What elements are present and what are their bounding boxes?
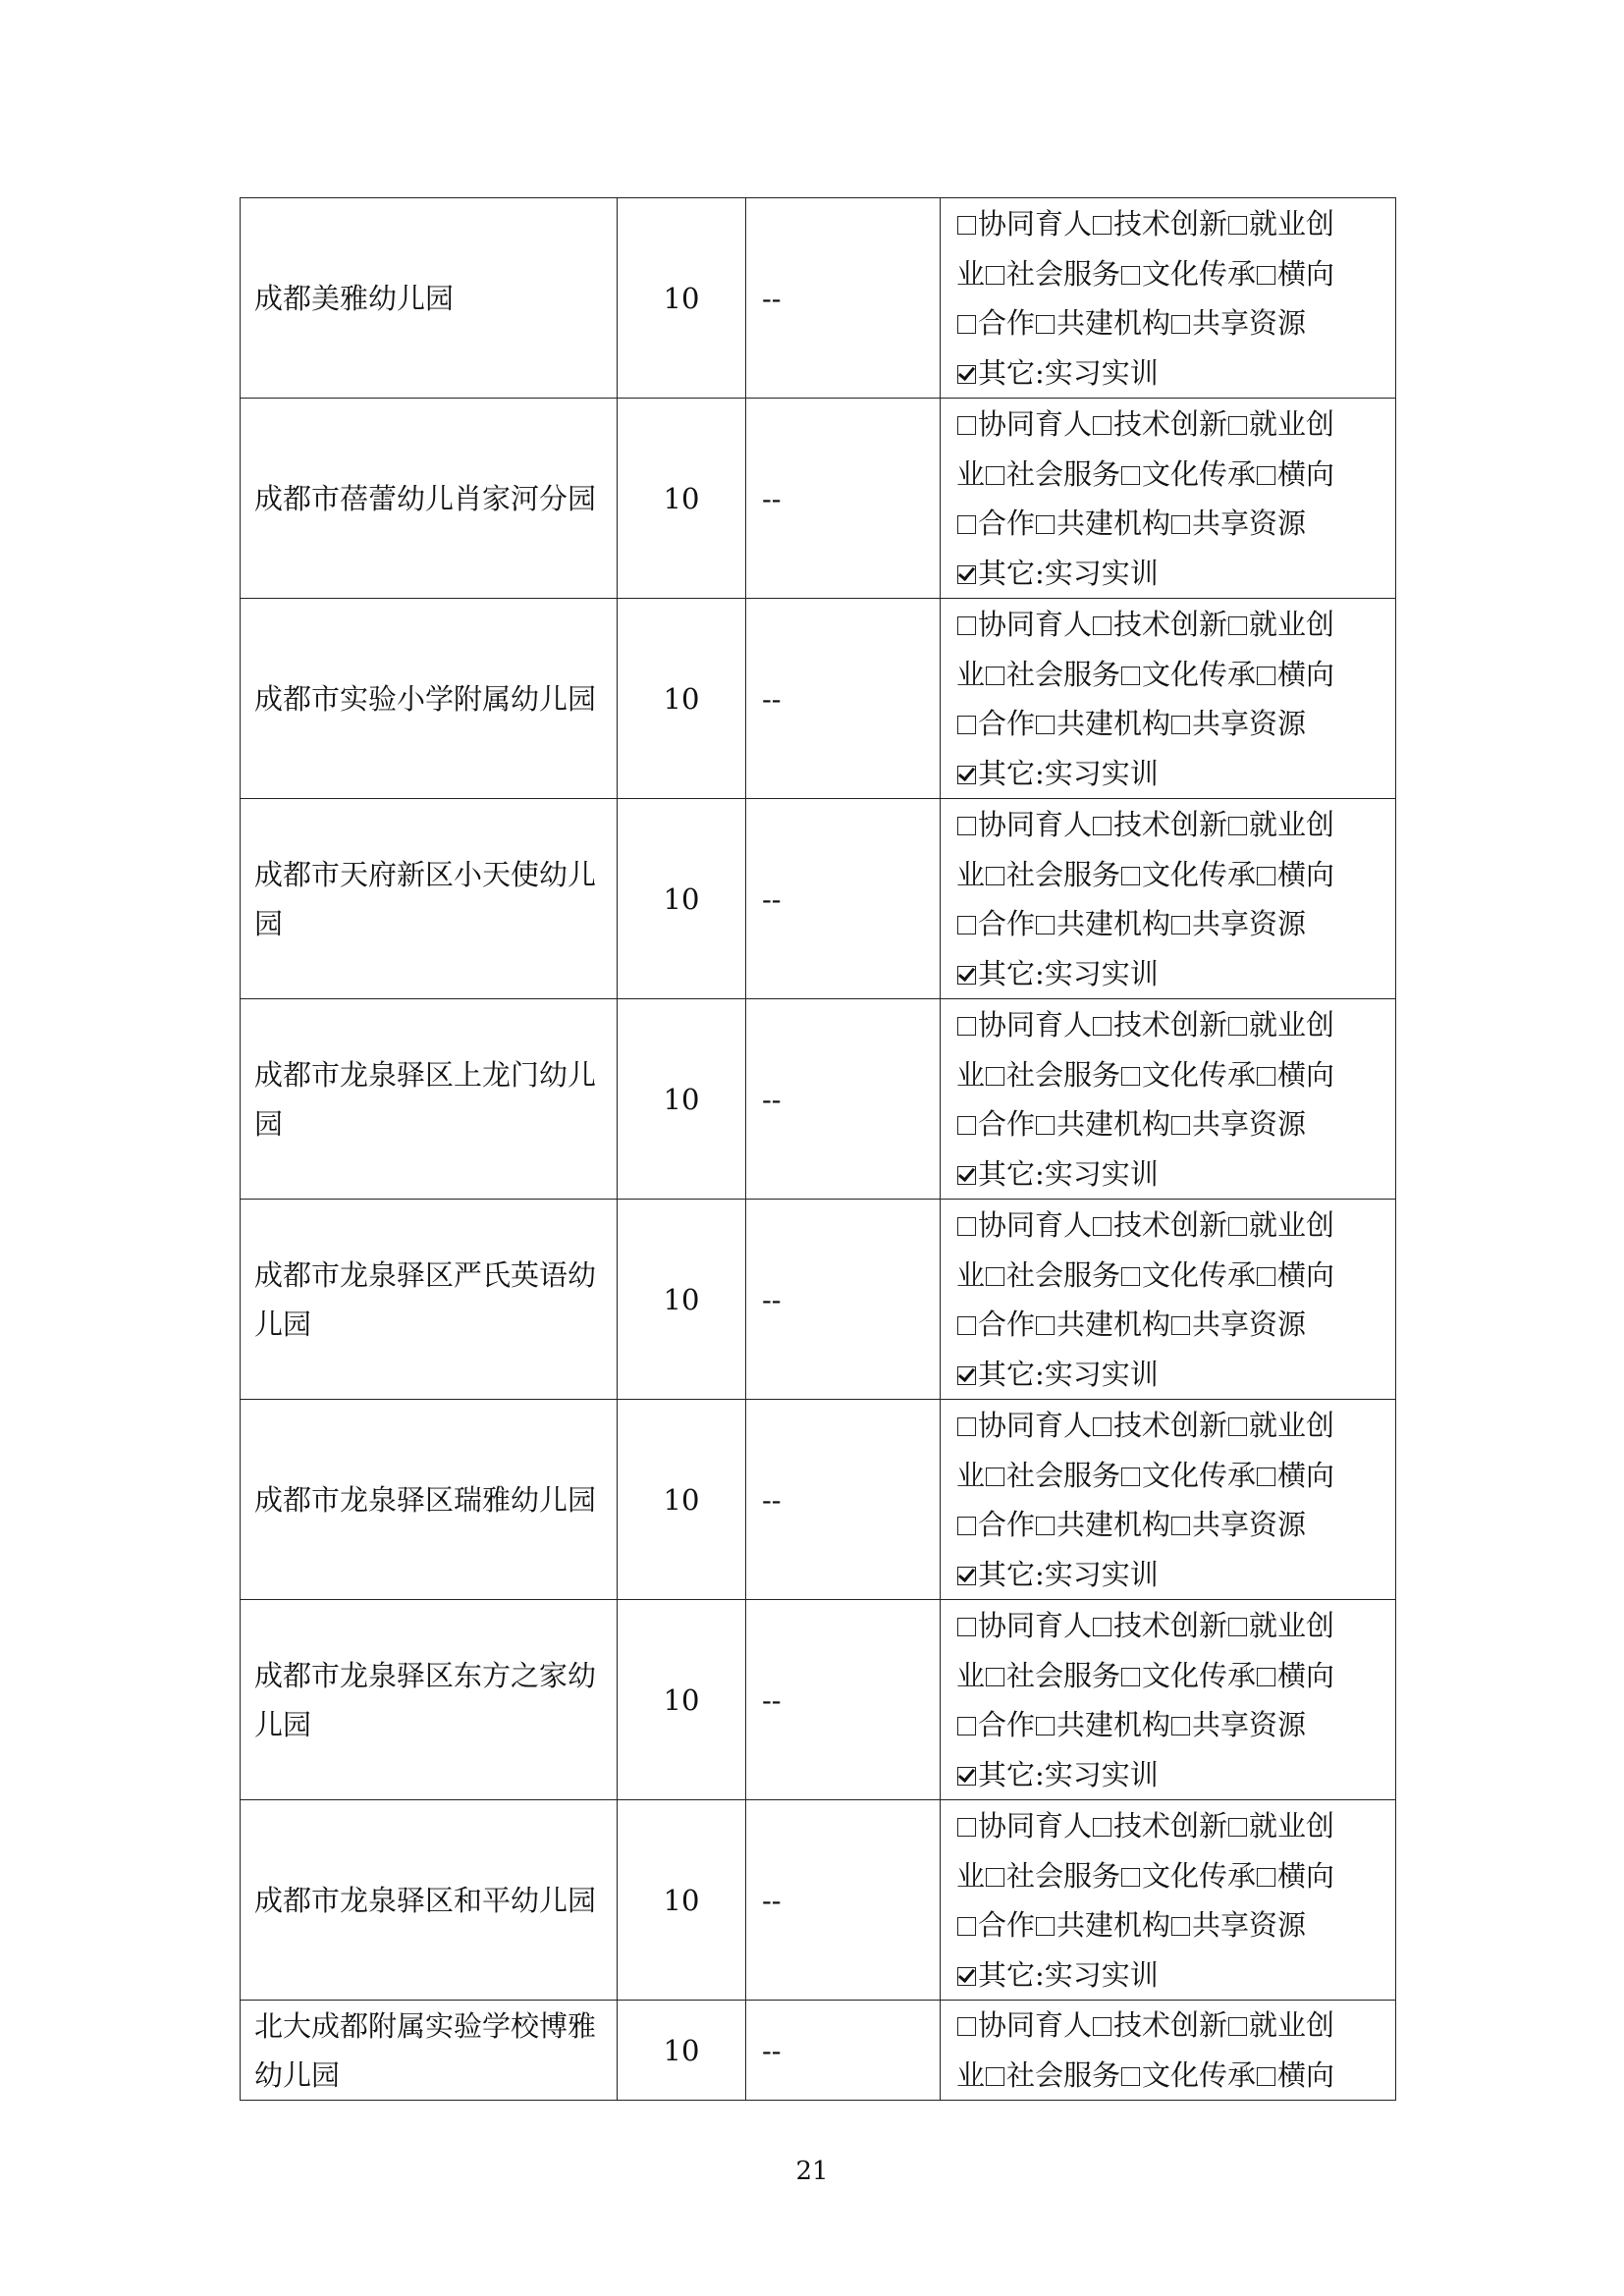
checkbox-empty-icon xyxy=(986,1067,1004,1086)
category-option-label: 就业创 xyxy=(1249,608,1335,641)
category-line xyxy=(956,1251,1385,1301)
category-option-label: 共享资源 xyxy=(1192,306,1307,340)
category-option-label: 就业创 xyxy=(1249,2008,1335,2042)
checkbox-empty-icon xyxy=(1036,916,1055,934)
checkbox-checked-icon xyxy=(957,1967,976,1986)
student-count: 10 xyxy=(618,799,746,999)
checkbox-empty-icon xyxy=(1093,1217,1111,1236)
category-line xyxy=(956,549,1385,599)
checkbox-empty-icon xyxy=(1257,1267,1275,1286)
category-option-label: 协同育人 xyxy=(978,407,1093,441)
checkbox-empty-icon xyxy=(986,1468,1004,1486)
category-option-label: 社会服务 xyxy=(1006,456,1121,491)
checkbox-empty-icon xyxy=(957,216,976,235)
category-line xyxy=(956,850,1385,900)
category-option-label: 共建机构 xyxy=(1056,507,1171,540)
student-count: 10 xyxy=(618,599,746,799)
category-line xyxy=(956,199,1385,249)
category-line xyxy=(956,499,1385,549)
checkbox-empty-icon xyxy=(1093,416,1111,435)
category-option-label: 社会服务 xyxy=(1006,2057,1121,2092)
category-line xyxy=(956,1099,1385,1149)
category-option-label: 合作 xyxy=(978,907,1036,940)
checkbox-empty-icon xyxy=(1093,817,1111,835)
checkbox-empty-icon xyxy=(986,667,1004,685)
category-option-label: 业 xyxy=(956,1257,986,1292)
checkbox-empty-icon xyxy=(957,515,976,534)
category-option-label: 文化传承 xyxy=(1142,1257,1257,1292)
category-option-label: 技术创新 xyxy=(1113,1008,1228,1041)
table-row xyxy=(241,599,1396,799)
checkbox-empty-icon xyxy=(957,817,976,835)
checkbox-empty-icon xyxy=(1171,515,1190,534)
checkbox-empty-icon xyxy=(1228,216,1247,235)
checkbox-empty-icon xyxy=(1171,1917,1190,1936)
checkbox-empty-icon xyxy=(1036,1116,1055,1135)
checkbox-empty-icon xyxy=(1228,1017,1247,1036)
category-line xyxy=(956,1350,1385,1400)
institution-name: 成都美雅幼儿园 xyxy=(241,198,618,399)
checkbox-empty-icon xyxy=(986,1668,1004,1686)
category-option-label: 合作 xyxy=(978,1107,1036,1141)
checkbox-checked-icon xyxy=(957,1567,976,1585)
category-line xyxy=(956,1149,1385,1200)
category-option-label: 就业创 xyxy=(1249,1409,1335,1442)
cooperation-table xyxy=(240,197,1396,2101)
category-line xyxy=(956,699,1385,749)
checkbox-empty-icon xyxy=(957,1618,976,1636)
checkbox-empty-icon xyxy=(1171,1316,1190,1335)
category-line xyxy=(956,450,1385,500)
table-row xyxy=(241,2001,1396,2101)
category-option-label: 业 xyxy=(956,456,986,491)
checkbox-empty-icon xyxy=(957,1717,976,1735)
student-count: 10 xyxy=(618,1400,746,1600)
checkbox-empty-icon xyxy=(1171,1517,1190,1535)
checkbox-empty-icon xyxy=(1036,716,1055,734)
category-line xyxy=(956,400,1385,450)
category-option-label: 社会服务 xyxy=(1006,857,1121,891)
category-line xyxy=(956,1500,1385,1550)
category-line xyxy=(956,1050,1385,1100)
category-option-label: 共享资源 xyxy=(1192,707,1307,740)
category-option-label: 共享资源 xyxy=(1192,1308,1307,1341)
category-option-label: 技术创新 xyxy=(1113,1809,1228,1842)
student-count: 10 xyxy=(618,2001,746,2101)
other-option-label: 其它:实习实训 xyxy=(978,1156,1159,1191)
table-row xyxy=(241,1800,1396,2001)
category-option-label: 文化传承 xyxy=(1142,1658,1257,1692)
category-line xyxy=(956,1950,1385,2001)
checkbox-empty-icon xyxy=(1171,716,1190,734)
category-option-label: 横向 xyxy=(1277,857,1335,891)
other-option-label: 其它:实习实训 xyxy=(978,1557,1159,1591)
category-option-label: 横向 xyxy=(1277,256,1335,291)
category-line xyxy=(956,1401,1385,1451)
category-option-label: 横向 xyxy=(1277,657,1335,691)
category-option-label: 合作 xyxy=(978,1708,1036,1741)
category-line xyxy=(956,2001,1385,2051)
student-count: 10 xyxy=(618,399,746,599)
table-row xyxy=(241,198,1396,399)
category-line xyxy=(956,749,1385,799)
table-row xyxy=(241,399,1396,599)
category-option-label: 横向 xyxy=(1277,1057,1335,1092)
category-line xyxy=(956,1900,1385,1950)
category-option-label: 业 xyxy=(956,857,986,891)
category-option-label: 合作 xyxy=(978,1508,1036,1541)
category-option-label: 文化传承 xyxy=(1142,2057,1257,2092)
checkbox-empty-icon xyxy=(986,266,1004,285)
category-option-label: 业 xyxy=(956,1057,986,1092)
category-line xyxy=(956,249,1385,299)
checkbox-empty-icon xyxy=(1036,1316,1055,1335)
checkbox-empty-icon xyxy=(1228,817,1247,835)
category-option-label: 横向 xyxy=(1277,456,1335,491)
other-option-label: 其它:实习实训 xyxy=(978,1957,1159,1992)
category-option-label: 文化传承 xyxy=(1142,657,1257,691)
checkbox-empty-icon xyxy=(957,1316,976,1335)
table-row xyxy=(241,1400,1396,1600)
checkbox-empty-icon xyxy=(1257,1868,1275,1887)
category-line xyxy=(956,2051,1385,2101)
category-option-label: 就业创 xyxy=(1249,1609,1335,1642)
category-option-label: 文化传承 xyxy=(1142,1057,1257,1092)
checkbox-empty-icon xyxy=(957,916,976,934)
cooperation-categories xyxy=(941,198,1396,399)
category-line xyxy=(956,1550,1385,1600)
category-option-label: 共享资源 xyxy=(1192,1908,1307,1942)
checkbox-empty-icon xyxy=(1093,2017,1111,2036)
checkbox-empty-icon xyxy=(1228,1217,1247,1236)
checkbox-empty-icon xyxy=(957,1917,976,1936)
page-number: 21 xyxy=(795,2157,829,2186)
category-option-label: 技术创新 xyxy=(1113,2008,1228,2042)
checkbox-empty-icon xyxy=(1257,667,1275,685)
checkbox-empty-icon xyxy=(986,867,1004,885)
category-option-label: 社会服务 xyxy=(1006,256,1121,291)
student-count: 10 xyxy=(618,1800,746,2001)
category-option-label: 业 xyxy=(956,1458,986,1492)
checkbox-empty-icon xyxy=(1121,1668,1140,1686)
checkbox-empty-icon xyxy=(957,1517,976,1535)
checkbox-empty-icon xyxy=(1121,1468,1140,1486)
category-option-label: 合作 xyxy=(978,507,1036,540)
category-option-label: 文化传承 xyxy=(1142,1458,1257,1492)
student-count: 10 xyxy=(618,1600,746,1800)
checkbox-empty-icon xyxy=(986,466,1004,485)
other-option-label: 其它:实习实训 xyxy=(978,1757,1159,1791)
category-option-label: 技术创新 xyxy=(1113,407,1228,441)
institution-name: 成都市龙泉驿区严氏英语幼儿园 xyxy=(241,1200,618,1400)
category-option-label: 协同育人 xyxy=(978,1208,1093,1242)
category-option-label: 合作 xyxy=(978,1908,1036,1942)
other-option-label: 其它:实习实训 xyxy=(978,1357,1159,1391)
checkbox-empty-icon xyxy=(986,2067,1004,2086)
checkbox-empty-icon xyxy=(1036,1517,1055,1535)
category-option-label: 就业创 xyxy=(1249,1809,1335,1842)
category-option-label: 社会服务 xyxy=(1006,1658,1121,1692)
empty-value: -- xyxy=(746,1600,941,1800)
category-line xyxy=(956,800,1385,850)
category-option-label: 横向 xyxy=(1277,2057,1335,2092)
checkbox-empty-icon xyxy=(1121,2067,1140,2086)
category-option-label: 就业创 xyxy=(1249,407,1335,441)
cooperation-categories xyxy=(941,1200,1396,1400)
category-option-label: 社会服务 xyxy=(1006,1057,1121,1092)
checkbox-empty-icon xyxy=(1093,616,1111,635)
checkbox-empty-icon xyxy=(1093,1618,1111,1636)
category-line xyxy=(956,1750,1385,1800)
empty-value: -- xyxy=(746,799,941,999)
category-option-label: 就业创 xyxy=(1249,808,1335,841)
checkbox-checked-icon xyxy=(957,1366,976,1385)
other-option-label: 其它:实习实训 xyxy=(978,355,1159,390)
category-line xyxy=(956,1451,1385,1501)
checkbox-empty-icon xyxy=(957,716,976,734)
checkbox-empty-icon xyxy=(1036,1717,1055,1735)
empty-value: -- xyxy=(746,1400,941,1600)
cooperation-categories xyxy=(941,1600,1396,1800)
category-option-label: 共建机构 xyxy=(1056,1708,1171,1741)
checkbox-empty-icon xyxy=(1121,867,1140,885)
category-option-label: 协同育人 xyxy=(978,808,1093,841)
checkbox-empty-icon xyxy=(1036,515,1055,534)
cooperation-categories xyxy=(941,799,1396,999)
checkbox-empty-icon xyxy=(957,1217,976,1236)
category-line xyxy=(956,1300,1385,1350)
cooperation-categories xyxy=(941,399,1396,599)
checkbox-empty-icon xyxy=(1171,1116,1190,1135)
checkbox-checked-icon xyxy=(957,365,976,384)
checkbox-empty-icon xyxy=(1228,1818,1247,1837)
checkbox-empty-icon xyxy=(1121,466,1140,485)
category-option-label: 就业创 xyxy=(1249,1008,1335,1041)
category-option-label: 横向 xyxy=(1277,1858,1335,1893)
institution-name: 成都市龙泉驿区瑞雅幼儿园 xyxy=(241,1400,618,1600)
checkbox-empty-icon xyxy=(1171,1717,1190,1735)
checkbox-empty-icon xyxy=(1121,266,1140,285)
institution-name: 北大成都附属实验学校博雅幼儿园 xyxy=(241,2001,618,2101)
empty-value: -- xyxy=(746,198,941,399)
category-option-label: 技术创新 xyxy=(1113,808,1228,841)
checkbox-empty-icon xyxy=(1257,266,1275,285)
category-option-label: 文化传承 xyxy=(1142,857,1257,891)
category-option-label: 协同育人 xyxy=(978,1609,1093,1642)
checkbox-empty-icon xyxy=(1036,1917,1055,1936)
category-option-label: 横向 xyxy=(1277,1658,1335,1692)
category-option-label: 业 xyxy=(956,1858,986,1893)
empty-value: -- xyxy=(746,999,941,1200)
category-option-label: 技术创新 xyxy=(1113,1609,1228,1642)
category-option-label: 就业创 xyxy=(1249,207,1335,240)
category-option-label: 技术创新 xyxy=(1113,1208,1228,1242)
empty-value: -- xyxy=(746,599,941,799)
checkbox-empty-icon xyxy=(957,2017,976,2036)
checkbox-empty-icon xyxy=(1257,2067,1275,2086)
category-line xyxy=(956,298,1385,348)
category-option-label: 共享资源 xyxy=(1192,1708,1307,1741)
empty-value: -- xyxy=(746,399,941,599)
checkbox-empty-icon xyxy=(957,416,976,435)
category-option-label: 文化传承 xyxy=(1142,256,1257,291)
category-option-label: 协同育人 xyxy=(978,1409,1093,1442)
cooperation-categories xyxy=(941,1800,1396,2001)
checkbox-empty-icon xyxy=(1257,1668,1275,1686)
cooperation-categories xyxy=(941,599,1396,799)
category-option-label: 文化传承 xyxy=(1142,1858,1257,1893)
category-option-label: 合作 xyxy=(978,707,1036,740)
checkbox-empty-icon xyxy=(1093,216,1111,235)
category-option-label: 社会服务 xyxy=(1006,1257,1121,1292)
cooperation-categories xyxy=(941,2001,1396,2101)
checkbox-empty-icon xyxy=(957,1818,976,1837)
category-option-label: 共享资源 xyxy=(1192,1508,1307,1541)
cooperation-categories xyxy=(941,1400,1396,1600)
category-option-label: 社会服务 xyxy=(1006,657,1121,691)
category-option-label: 共建机构 xyxy=(1056,907,1171,940)
category-option-label: 共建机构 xyxy=(1056,1908,1171,1942)
checkbox-checked-icon xyxy=(957,1166,976,1185)
category-option-label: 业 xyxy=(956,256,986,291)
category-line xyxy=(956,949,1385,999)
checkbox-empty-icon xyxy=(1228,2017,1247,2036)
table-row xyxy=(241,799,1396,999)
table-row xyxy=(241,1200,1396,1400)
category-option-label: 协同育人 xyxy=(978,1809,1093,1842)
category-option-label: 合作 xyxy=(978,306,1036,340)
category-line xyxy=(956,600,1385,650)
checkbox-empty-icon xyxy=(1093,1017,1111,1036)
checkbox-empty-icon xyxy=(1228,616,1247,635)
category-option-label: 共建机构 xyxy=(1056,707,1171,740)
category-option-label: 业 xyxy=(956,1658,986,1692)
checkbox-checked-icon xyxy=(957,766,976,784)
category-option-label: 业 xyxy=(956,2057,986,2092)
checkbox-empty-icon xyxy=(1093,1417,1111,1436)
category-line xyxy=(956,1601,1385,1651)
checkbox-empty-icon xyxy=(1171,315,1190,334)
category-option-label: 协同育人 xyxy=(978,207,1093,240)
checkbox-empty-icon xyxy=(1257,1067,1275,1086)
category-option-label: 协同育人 xyxy=(978,2008,1093,2042)
checkbox-checked-icon xyxy=(957,966,976,985)
checkbox-empty-icon xyxy=(1036,315,1055,334)
empty-value: -- xyxy=(746,1800,941,2001)
category-option-label: 文化传承 xyxy=(1142,456,1257,491)
checkbox-checked-icon xyxy=(957,565,976,584)
category-option-label: 共建机构 xyxy=(1056,306,1171,340)
category-option-label: 共享资源 xyxy=(1192,907,1307,940)
category-line xyxy=(956,1801,1385,1851)
category-option-label: 就业创 xyxy=(1249,1208,1335,1242)
checkbox-empty-icon xyxy=(957,1116,976,1135)
category-option-label: 技术创新 xyxy=(1113,1409,1228,1442)
institution-name: 成都市实验小学附属幼儿园 xyxy=(241,599,618,799)
category-line xyxy=(956,1201,1385,1251)
category-option-label: 技术创新 xyxy=(1113,608,1228,641)
cooperation-categories xyxy=(941,999,1396,1200)
checkbox-empty-icon xyxy=(957,315,976,334)
other-option-label: 其它:实习实训 xyxy=(978,556,1159,590)
category-option-label: 共建机构 xyxy=(1056,1508,1171,1541)
category-line xyxy=(956,1700,1385,1750)
student-count: 10 xyxy=(618,999,746,1200)
checkbox-checked-icon xyxy=(957,1767,976,1786)
empty-value: -- xyxy=(746,1200,941,1400)
checkbox-empty-icon xyxy=(1121,1067,1140,1086)
category-option-label: 共享资源 xyxy=(1192,507,1307,540)
checkbox-empty-icon xyxy=(1228,1417,1247,1436)
category-option-label: 共享资源 xyxy=(1192,1107,1307,1141)
category-option-label: 协同育人 xyxy=(978,1008,1093,1041)
category-option-label: 社会服务 xyxy=(1006,1858,1121,1893)
checkbox-empty-icon xyxy=(1257,867,1275,885)
institution-name: 成都市龙泉驿区和平幼儿园 xyxy=(241,1800,618,2001)
category-line xyxy=(956,650,1385,700)
category-option-label: 合作 xyxy=(978,1308,1036,1341)
category-option-label: 技术创新 xyxy=(1113,207,1228,240)
category-option-label: 横向 xyxy=(1277,1458,1335,1492)
checkbox-empty-icon xyxy=(1121,1868,1140,1887)
checkbox-empty-icon xyxy=(1121,1267,1140,1286)
institution-name: 成都市龙泉驿区东方之家幼儿园 xyxy=(241,1600,618,1800)
category-option-label: 横向 xyxy=(1277,1257,1335,1292)
other-option-label: 其它:实习实训 xyxy=(978,956,1159,990)
category-line xyxy=(956,899,1385,949)
category-option-label: 共建机构 xyxy=(1056,1308,1171,1341)
student-count: 10 xyxy=(618,1200,746,1400)
institution-name: 成都市天府新区小天使幼儿园 xyxy=(241,799,618,999)
checkbox-empty-icon xyxy=(1093,1818,1111,1837)
checkbox-empty-icon xyxy=(1228,1618,1247,1636)
category-option-label: 社会服务 xyxy=(1006,1458,1121,1492)
checkbox-empty-icon xyxy=(1228,416,1247,435)
category-option-label: 业 xyxy=(956,657,986,691)
institution-name: 成都市龙泉驿区上龙门幼儿园 xyxy=(241,999,618,1200)
checkbox-empty-icon xyxy=(957,1017,976,1036)
checkbox-empty-icon xyxy=(1121,667,1140,685)
table-row xyxy=(241,1600,1396,1800)
category-option-label: 协同育人 xyxy=(978,608,1093,641)
empty-value: -- xyxy=(746,2001,941,2101)
institution-name: 成都市蓓蕾幼儿肖家河分园 xyxy=(241,399,618,599)
checkbox-empty-icon xyxy=(986,1868,1004,1887)
table-row xyxy=(241,999,1396,1200)
checkbox-empty-icon xyxy=(957,1417,976,1436)
checkbox-empty-icon xyxy=(1257,1468,1275,1486)
category-line xyxy=(956,348,1385,399)
checkbox-empty-icon xyxy=(986,1267,1004,1286)
category-line xyxy=(956,1000,1385,1050)
category-line xyxy=(956,1651,1385,1701)
category-option-label: 共建机构 xyxy=(1056,1107,1171,1141)
student-count: 10 xyxy=(618,198,746,399)
checkbox-empty-icon xyxy=(957,616,976,635)
checkbox-empty-icon xyxy=(1257,466,1275,485)
other-option-label: 其它:实习实训 xyxy=(978,756,1159,790)
checkbox-empty-icon xyxy=(1171,916,1190,934)
category-line xyxy=(956,1851,1385,1901)
